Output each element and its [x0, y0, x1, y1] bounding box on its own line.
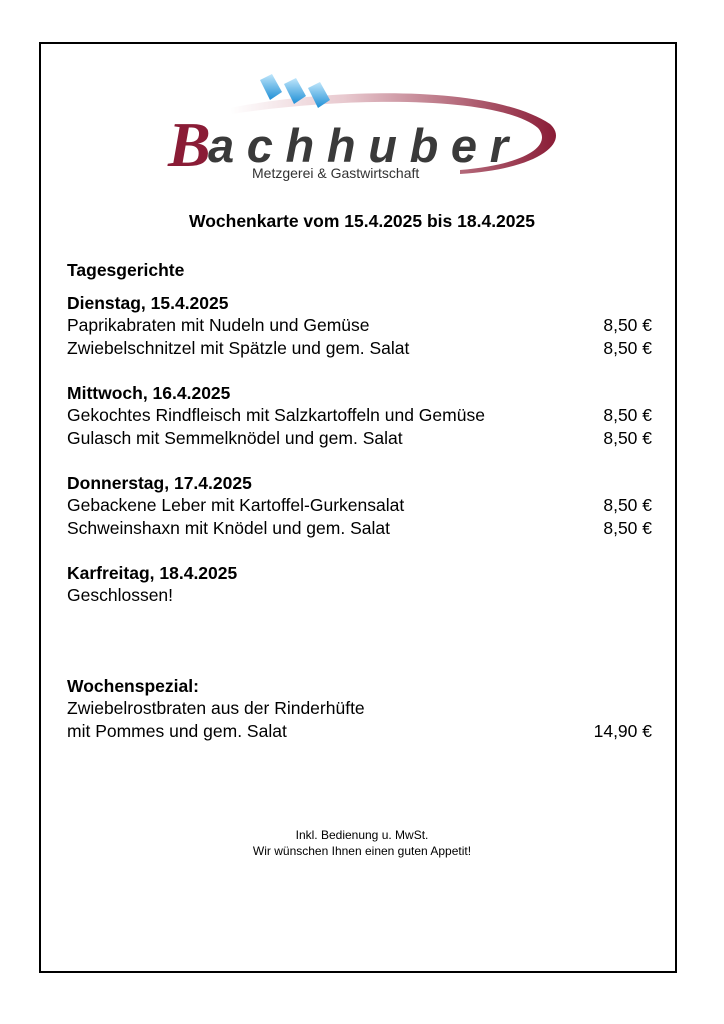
dish-price: 8,50 € [603, 427, 652, 448]
dish-name: Paprikabraten mit Nudeln und Gemüse [67, 315, 370, 335]
day-block [67, 292, 652, 359]
svg-text:B: B [168, 109, 211, 180]
special-description: Zwiebelrostbraten aus der Rinderhüfte [67, 698, 365, 718]
weekly-special [67, 675, 652, 742]
closed-note: Geschlossen! [67, 585, 174, 605]
dish-price: 8,50 € [603, 337, 652, 358]
dish-name: Gebackene Leber mit Kartoffel-Gurkensalat [67, 495, 405, 515]
bachhuber-logo [160, 74, 565, 186]
section-title: Tagesgerichte [67, 260, 185, 280]
dish-price: 8,50 € [603, 495, 652, 515]
day-title: Donnerstag, 17.4.2025 [67, 473, 252, 493]
special-line [67, 720, 652, 743]
day-block [67, 382, 652, 449]
special-title: Wochenspezial: [67, 676, 199, 696]
day-title: Dienstag, 15.4.2025 [67, 293, 229, 313]
day-title: Mittwoch, 16.4.2025 [67, 383, 231, 403]
menu-item [67, 427, 652, 450]
footer-note [0, 828, 724, 859]
menu-item [67, 314, 652, 337]
dish-price: 8,50 € [603, 517, 652, 538]
page-title: Wochenkarte vom 15.4.2025 bis 18.4.2025 [189, 211, 535, 231]
special-line [67, 697, 652, 720]
dish-name: Gekochtes Rindfleisch mit Salzkartoffeln und Gemüse [67, 405, 485, 425]
menu-item [67, 517, 652, 540]
footer-line: Wir wünschen Ihnen einen guten Appetit! [252, 843, 472, 858]
special-price: 14,90 € [593, 720, 652, 741]
day-block [67, 472, 652, 539]
svg-text:achhuber: achhuber [208, 119, 508, 172]
dish-name: Schweinshaxn mit Knödel und gem. Salat [67, 517, 390, 538]
menu-item [67, 337, 652, 360]
menu-item [67, 494, 652, 517]
dish-price: 8,50 € [603, 315, 652, 335]
dish-name: Zwiebelschnitzel mit Spätzle und gem. Salat [67, 337, 410, 358]
special-description: mit Pommes und gem. Salat [67, 720, 287, 741]
footer-line: Inkl. Bedienung u. MwSt. [295, 828, 429, 842]
day-block [67, 562, 652, 607]
menu-item [67, 404, 652, 427]
dish-name: Gulasch mit Semmelknödel und gem. Salat [67, 427, 403, 448]
logo-subtitle: Metzgerei & Gastwirtschaft [252, 165, 420, 181]
dish-price: 8,50 € [603, 405, 652, 425]
day-title: Karfreitag, 18.4.2025 [67, 563, 238, 583]
